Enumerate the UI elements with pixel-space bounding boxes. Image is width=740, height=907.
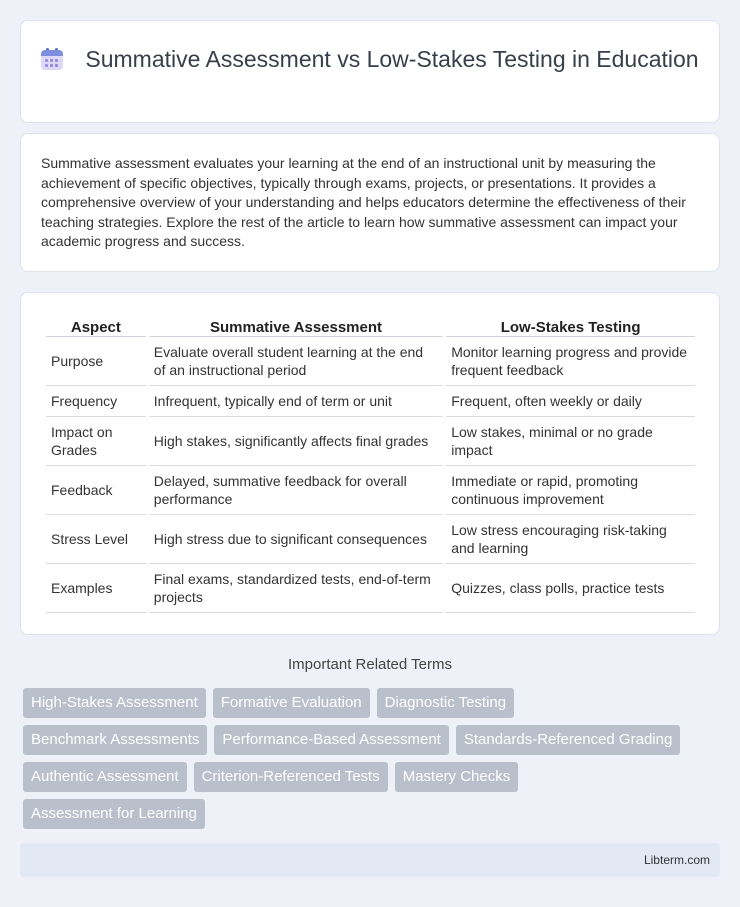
related-term-tag[interactable]: Assessment for Learning	[23, 799, 205, 829]
cell-low-stakes: Monitor learning progress and provide frequent feedback	[446, 337, 695, 386]
tag-row	[23, 799, 205, 829]
cell-low-stakes: Low stakes, minimal or no grade impact	[446, 417, 695, 466]
cell-aspect: Stress Level	[46, 515, 146, 564]
title-card	[20, 20, 720, 123]
table-row	[46, 386, 695, 417]
related-term-tag[interactable]: Diagnostic Testing	[377, 688, 514, 718]
cell-low-stakes: Low stress encouraging risk-taking and learning	[446, 515, 695, 564]
related-term-tag[interactable]: Criterion-Referenced Tests	[194, 762, 388, 792]
comparison-card	[20, 292, 720, 635]
tag-row	[23, 688, 514, 718]
table-row	[46, 337, 695, 386]
related-term-tag[interactable]: High-Stakes Assessment	[23, 688, 206, 718]
cell-summative: Final exams, standardized tests, end-of-term projects	[149, 564, 443, 613]
cell-summative: Infrequent, typically end of term or unit	[149, 386, 443, 417]
cell-summative: High stress due to significant consequences	[149, 515, 443, 564]
table-row	[46, 515, 695, 564]
related-term-tag[interactable]: Standards-Referenced Grading	[456, 725, 680, 755]
intro-card	[20, 133, 720, 272]
table-header-row	[46, 315, 695, 337]
tag-row	[23, 762, 518, 792]
cell-aspect: Feedback	[46, 466, 146, 515]
page-title-wrap	[21, 45, 719, 74]
cell-summative: Evaluate overall student learning at the end of an instructional period	[149, 337, 443, 386]
related-term-tag[interactable]: Benchmark Assessments	[23, 725, 207, 755]
cell-aspect: Frequency	[46, 386, 146, 417]
header-aspect: Aspect	[46, 315, 146, 337]
footer-site-link[interactable]: Libterm.com	[643, 853, 710, 867]
calendar-icon	[41, 48, 63, 70]
header-summative: Summative Assessment	[149, 315, 443, 337]
cell-summative: High stakes, significantly affects final grades	[149, 417, 443, 466]
related-term-tag[interactable]: Mastery Checks	[395, 762, 519, 792]
intro-paragraph: Summative assessment evaluates your learning at the end of an instructional unit by measuring the achievement of specific objectives, typically through exams, projects, or presentations. It provides a comprehensive overview of your understanding and helps educators determine the effectiveness of their teaching strategies. Explore the rest of the article to learn how summative assessment can impact your academic progress and success.	[41, 155, 686, 249]
cell-aspect: Examples	[46, 564, 146, 613]
page-title: Summative Assessment vs Low-Stakes Testing in Education	[85, 46, 699, 72]
cell-low-stakes: Frequent, often weekly or daily	[446, 386, 695, 417]
cell-aspect: Impact on Grades	[46, 417, 146, 466]
cell-low-stakes: Immediate or rapid, promoting continuous improvement	[446, 466, 695, 515]
cell-low-stakes: Quizzes, class polls, practice tests	[446, 564, 695, 613]
related-term-tag[interactable]: Formative Evaluation	[213, 688, 370, 718]
table-row	[46, 564, 695, 613]
tag-row	[23, 725, 680, 755]
footer	[20, 843, 720, 877]
table-row	[46, 417, 695, 466]
table-row	[46, 466, 695, 515]
cell-summative: Delayed, summative feedback for overall performance	[149, 466, 443, 515]
related-term-tag[interactable]: Performance-Based Assessment	[214, 725, 448, 755]
related-terms-heading: Important Related Terms	[288, 656, 452, 673]
header-low-stakes: Low-Stakes Testing	[446, 315, 695, 337]
cell-aspect: Purpose	[46, 337, 146, 386]
related-term-tag[interactable]: Authentic Assessment	[23, 762, 187, 792]
comparison-table	[43, 315, 698, 613]
